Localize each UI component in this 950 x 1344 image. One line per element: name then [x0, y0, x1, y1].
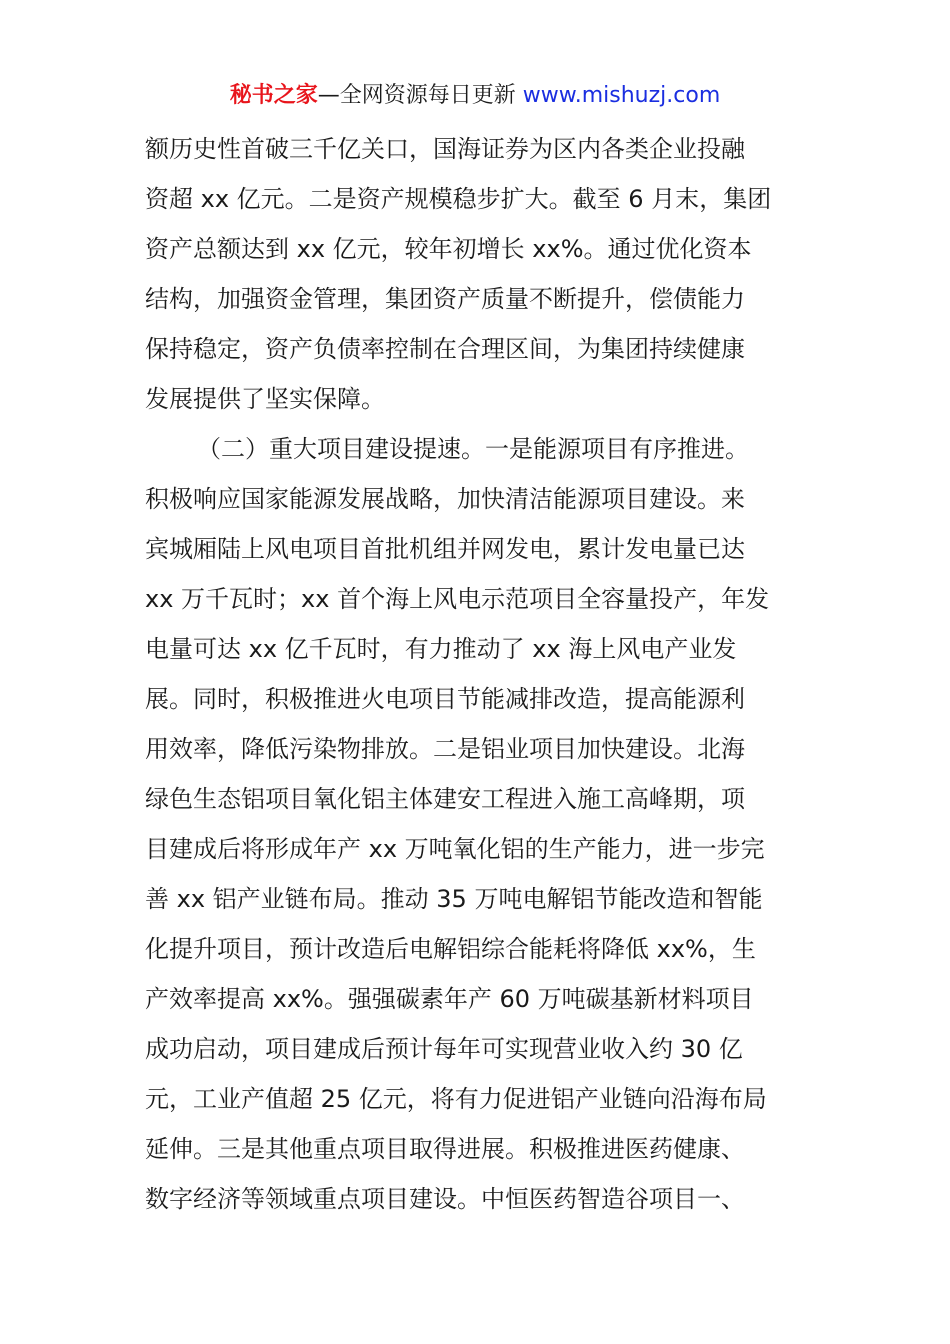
text-line: 保持稳定，资产负债率控制在合理区间，为集团持续健康	[145, 335, 745, 363]
section-heading-line: （二）重大项目建设提速。一是能源项目有序推进。	[197, 435, 749, 463]
text-line: 化提升项目，预计改造后电解铝综合能耗将降低 xx%，生	[145, 935, 756, 963]
site-url-link[interactable]: www.mishuzj.com	[522, 83, 721, 108]
text-line: 额历史性首破三千亿关口，国海证券为区内各类企业投融	[145, 135, 745, 163]
header-tagline: —全网资源每日更新	[317, 83, 516, 108]
brand-name: 秘书之家	[229, 83, 318, 108]
text-line: 积极响应国家能源发展战略，加快清洁能源项目建设。来	[145, 485, 745, 513]
text-line: 资超 xx 亿元。二是资产规模稳步扩大。截至 6 月末，集团	[145, 185, 772, 213]
text-line: 善 xx 铝产业链布局。推动 35 万吨电解铝节能改造和智能	[145, 885, 763, 913]
text-line: 产效率提高 xx%。强强碳素年产 60 万吨碳基新材料项目	[145, 985, 754, 1013]
page-header	[0, 80, 950, 112]
text-line: 成功启动，项目建成后预计每年可实现营业收入约 30 亿	[145, 1035, 743, 1063]
text-line: 宾城厢陆上风电项目首批机组并网发电，累计发电量已达	[145, 535, 745, 563]
text-line: 资产总额达到 xx 亿元，较年初增长 xx%。通过优化资本	[145, 235, 752, 263]
text-line: 延伸。三是其他重点项目取得进展。积极推进医药健康、	[145, 1135, 745, 1163]
document-body	[145, 124, 810, 1224]
text-line: 展。同时，积极推进火电项目节能减排改造，提高能源利	[145, 685, 745, 713]
text-line: 数字经济等领域重点项目建设。中恒医药智造谷项目一、	[145, 1185, 745, 1213]
text-line: 绿色生态铝项目氧化铝主体建安工程进入施工高峰期，项	[145, 785, 745, 813]
text-line: 元，工业产值超 25 亿元，将有力促进铝产业链向沿海布局	[145, 1085, 767, 1113]
text-line: 发展提供了坚实保障。	[145, 385, 385, 413]
text-line: 目建成后将形成年产 xx 万吨氧化铝的生产能力，进一步完	[145, 835, 765, 863]
text-line: 用效率，降低污染物排放。二是铝业项目加快建设。北海	[145, 735, 745, 763]
text-line: xx 万千瓦时；xx 首个海上风电示范项目全容量投产，年发	[145, 585, 770, 613]
text-line: 电量可达 xx 亿千瓦时，有力推动了 xx 海上风电产业发	[145, 635, 737, 663]
text-line: 结构，加强资金管理，集团资产质量不断提升，偿债能力	[145, 285, 745, 313]
